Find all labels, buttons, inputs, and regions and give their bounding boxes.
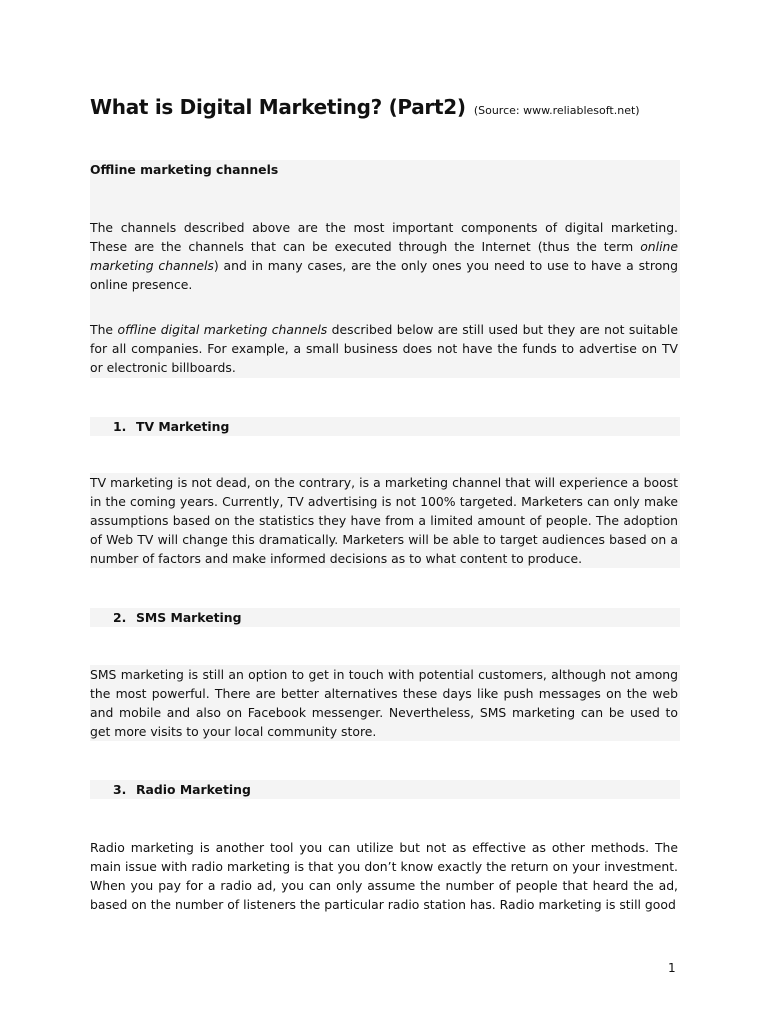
numbered-heading-radio <box>113 780 251 799</box>
paragraph-radio: Radio marketing is another tool you can utilize but not as effective as other methods. The main issue with radio marketing is that you don’t know exactly the return on your investment. When you pay for a radio ad, you can only assume the number of people that heard the ad, based on the number of listeners the particular radio station has. Radio marketing is still good <box>90 840 678 912</box>
paragraph-tv: TV marketing is not dead, on the contrary, is a marketing channel that will experience a boost in the coming years. Currently, TV advertising is not 100% targeted. Marketers can only make assumptions based on the statistics they have from a limited amount of people. The adoption of Web TV will change this dramatically. Marketers will be able to target audiences based on a number of factors and make informed decisions as to what content to produce. <box>90 475 678 566</box>
numbered-heading-sms <box>113 608 241 627</box>
paragraph-intro-2 <box>90 320 678 377</box>
paragraph-sms: SMS marketing is still an option to get in touch with potential customers, although not among the most powerful. There are better alternatives these days like push messages on the web and mobile and also on Facebook messenger. Nevertheless, SMS marketing can be used to get more visits to your local community store. <box>90 667 678 739</box>
heading-tv-label: TV Marketing <box>136 419 230 434</box>
paragraph-intro-1-text-b: ) and in many cases, are the only ones you need to use to have a strong online presence. <box>90 258 679 292</box>
paragraph-intro-2-text-a: The <box>90 322 118 337</box>
numbered-heading-tv <box>113 417 229 436</box>
source-note: (Source: www.reliablesoft.net) <box>473 104 640 117</box>
list-number-sms: 2. <box>113 610 127 625</box>
paragraph-intro-1 <box>90 218 678 294</box>
paragraph-intro-2-text-b: described below are still used but they are not suitable for all companies. For example, a small business does not have the funds to advertise on TV or electronic billboards. <box>90 322 678 375</box>
section-heading-offline: Offline marketing channels <box>90 162 279 177</box>
list-number-tv: 1. <box>113 419 127 434</box>
heading-radio-label: Radio Marketing <box>136 782 251 797</box>
paragraph-intro-1-emphasis: online marketing channels <box>90 239 678 273</box>
list-number-radio: 3. <box>113 782 127 797</box>
page-number: 1 <box>668 961 676 975</box>
page-title: What is Digital Marketing? (Part2) <box>90 95 466 119</box>
heading-sms-label: SMS Marketing <box>136 610 242 625</box>
title-row <box>90 95 690 119</box>
paragraph-intro-2-emphasis: offline digital marketing channels <box>117 322 328 337</box>
paragraph-intro-1-text-a: The channels described above are the most important components of digital marketing. These are the channels that can be executed through the Internet (thus the term <box>90 220 678 254</box>
